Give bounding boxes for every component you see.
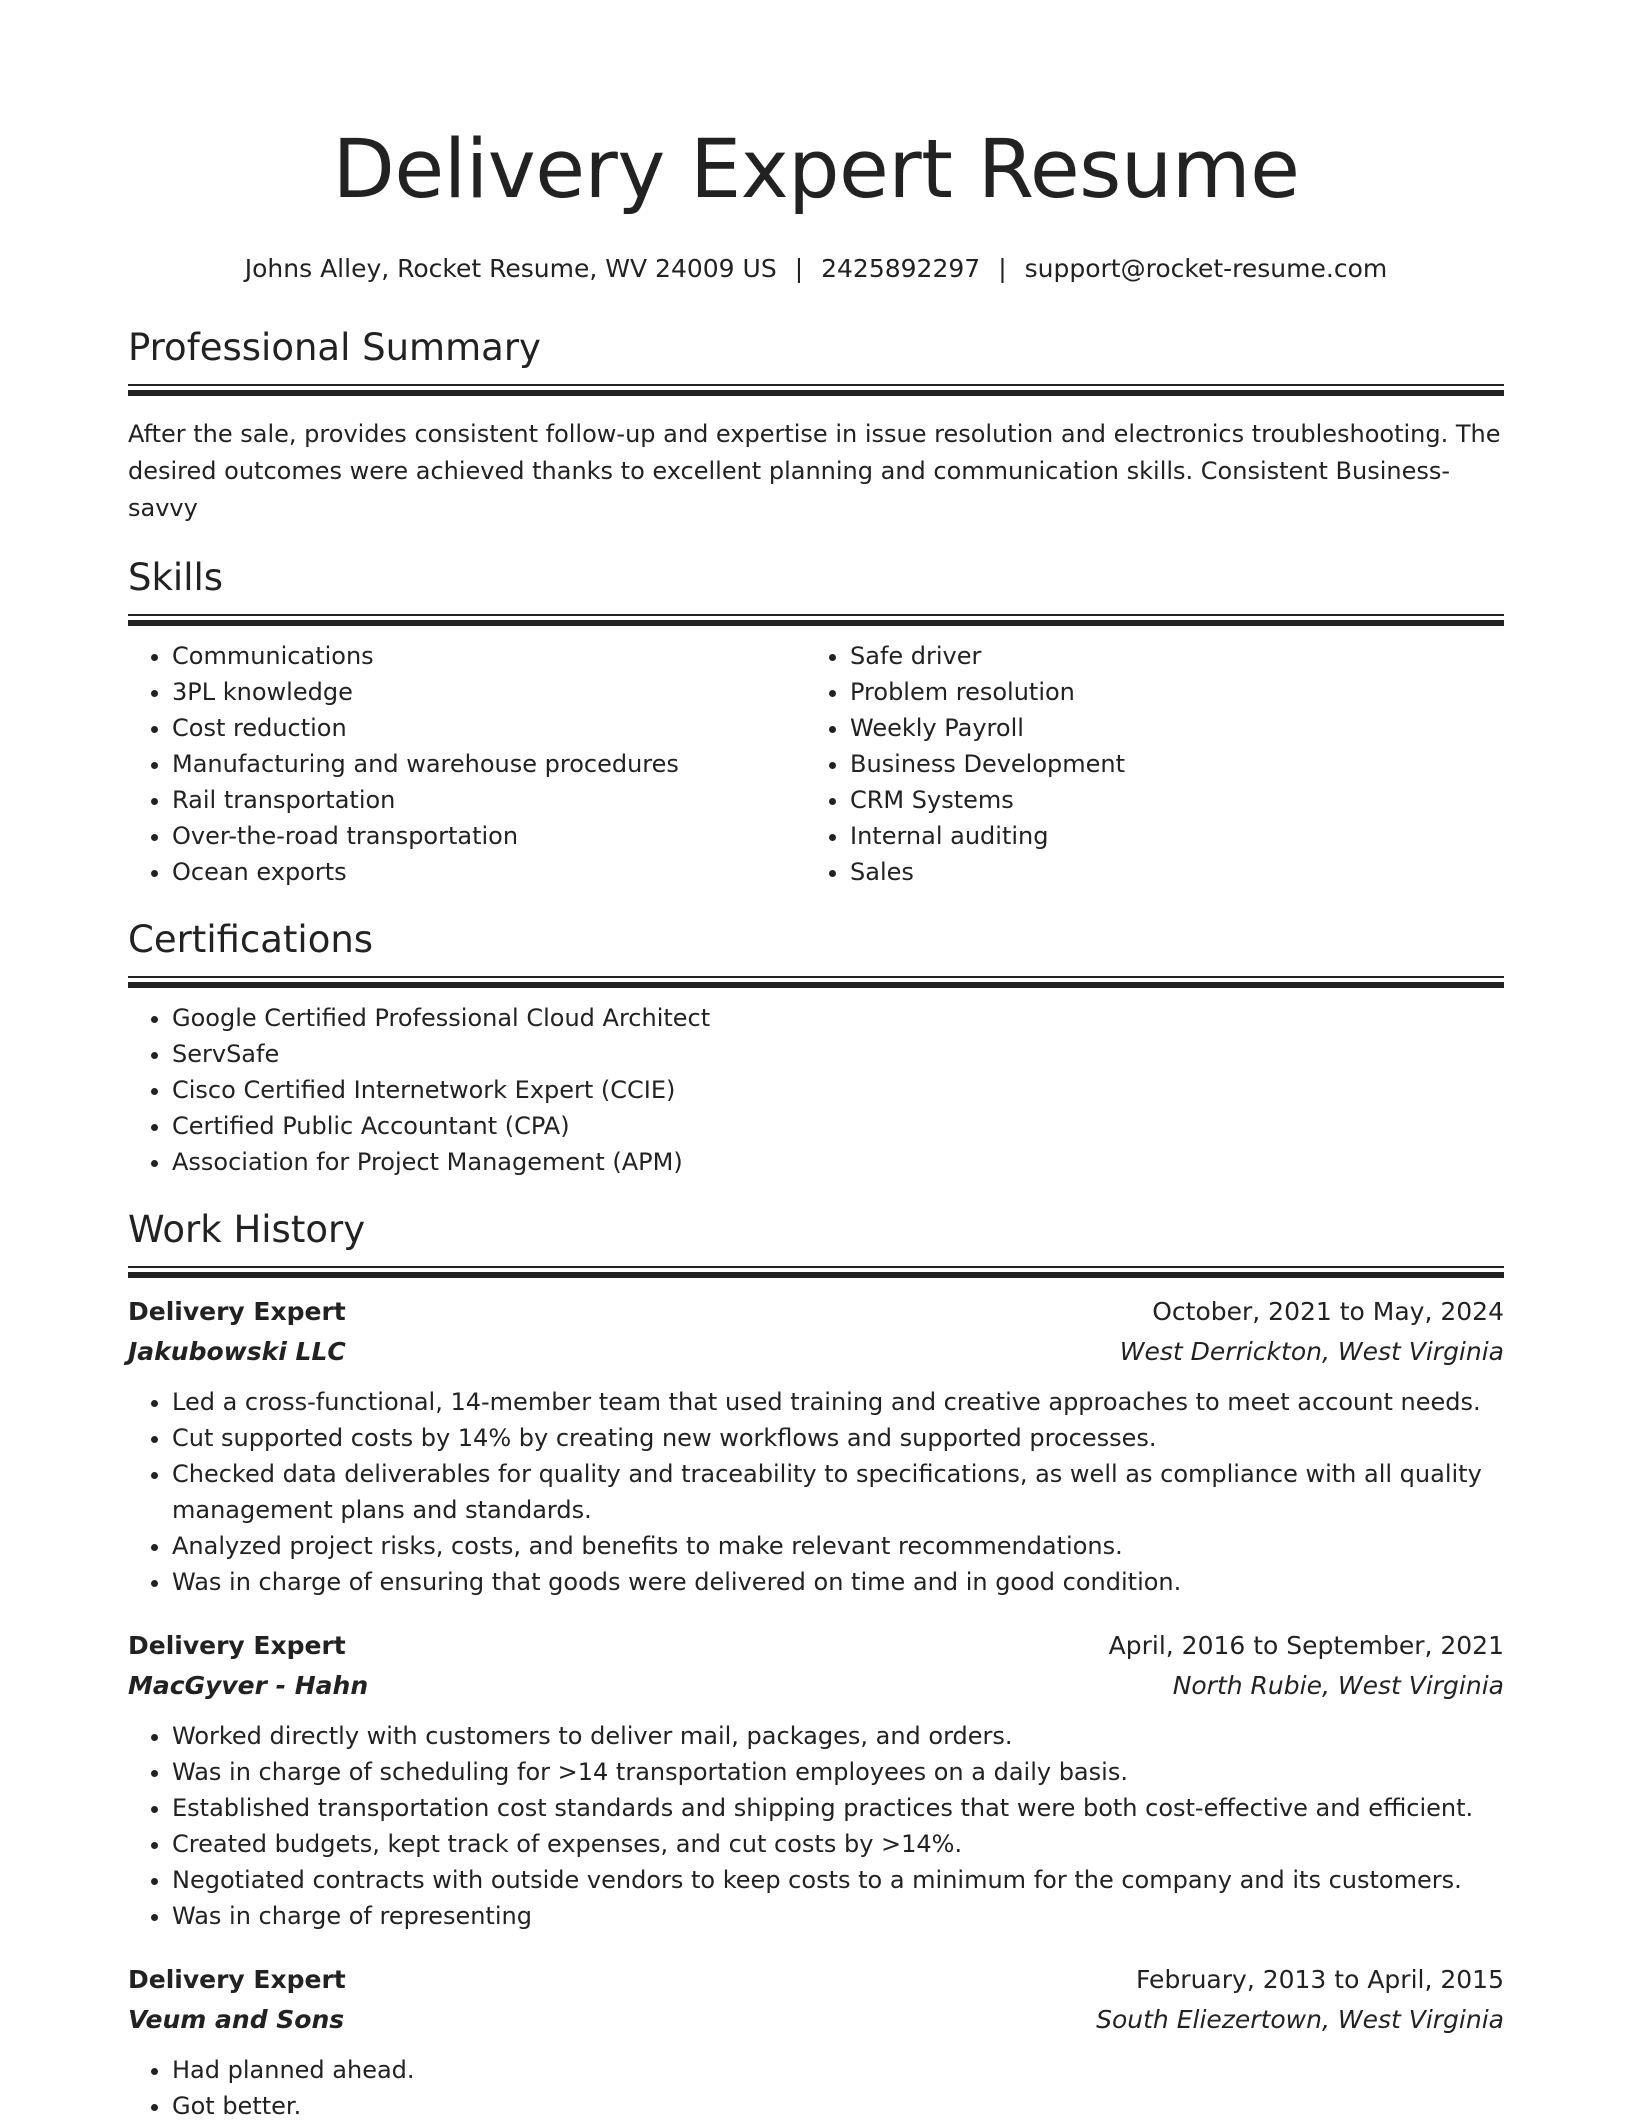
section-divider [128, 1266, 1504, 1278]
job-company: Jakubowski LLC [128, 1337, 346, 1366]
job-dates: February, 2013 to April, 2015 [1136, 1965, 1504, 1994]
job-bullet: • Negotiated contracts with outside vendors to keep costs to a minimum for the company and its customers. [172, 1862, 1504, 1898]
job-location: South Eliezertown, West Virginia [1096, 2005, 1504, 2034]
summary-section [128, 324, 1504, 527]
job-company-row [128, 1332, 1504, 1372]
contact-line [128, 252, 1504, 286]
skill-item: • Safe driver [850, 638, 1484, 674]
section-heading-summary: Professional Summary [128, 326, 541, 369]
job-bullet: • Cut supported costs by 14% by creating new workflows and supported processes. [172, 1420, 1504, 1456]
skills-list-left [128, 638, 806, 890]
certification-item: • Cisco Certified Internetwork Expert (CCIE) [172, 1072, 1504, 1108]
skill-item: • Weekly Payroll [850, 710, 1484, 746]
section-divider [128, 976, 1504, 988]
contact-address: Johns Alley, Rocket Resume, WV 24009 US [244, 254, 777, 283]
job-bullet: • Was in charge of representing [172, 1898, 1504, 1934]
job-title: Delivery Expert [128, 1297, 346, 1326]
job-header-row [128, 1626, 1504, 1666]
job-bullet: • Worked directly with customers to deliver mail, packages, and orders. [172, 1718, 1504, 1754]
job-bullet: • Got better. [172, 2088, 1504, 2124]
job-entry [128, 1292, 1504, 1600]
job-title: Delivery Expert [128, 1631, 346, 1660]
job-entry [128, 1626, 1504, 1934]
skill-item: • Manufacturing and warehouse procedures [172, 746, 806, 782]
section-heading-work-history: Work History [128, 1208, 366, 1251]
certification-item: • Certified Public Accountant (CPA) [172, 1108, 1504, 1144]
contact-phone: 2425892297 [821, 254, 981, 283]
skill-item: • Cost reduction [172, 710, 806, 746]
job-dates: October, 2021 to May, 2024 [1152, 1297, 1504, 1326]
job-bullet: • Analyzed project risks, costs, and benefits to make relevant recommendations. [172, 1528, 1504, 1564]
job-bullet: • Created budgets, kept track of expenses, and cut costs by >14%. [172, 1826, 1504, 1862]
job-bullets [128, 1718, 1504, 1934]
skills-column-right [806, 638, 1484, 890]
job-location: West Derrickton, West Virginia [1119, 1337, 1504, 1366]
certification-item: • Google Certified Professional Cloud Architect [172, 1000, 1504, 1036]
job-bullet: • Was in charge of scheduling for >14 transportation employees on a daily basis. [172, 1754, 1504, 1790]
certification-item: • ServSafe [172, 1036, 1504, 1072]
job-bullet: • Led a cross-functional, 14-member team that used training and creative approaches to meet account needs. [172, 1384, 1504, 1420]
section-heading-skills: Skills [128, 556, 224, 599]
job-bullet: • Checked data deliverables for quality and traceability to specifications, as well as compliance with all quality management plans and standards. [172, 1456, 1504, 1528]
resume-page [128, 0, 1504, 2124]
job-dates: April, 2016 to September, 2021 [1108, 1631, 1504, 1660]
job-company: MacGyver - Hahn [128, 1671, 369, 1700]
skill-item: • Ocean exports [172, 854, 806, 890]
section-divider [128, 384, 1504, 396]
work-history-section [128, 1206, 1504, 2124]
job-header-row [128, 1960, 1504, 2000]
job-bullet: • Established transportation cost standards and shipping practices that were both cost-effective and efficient. [172, 1790, 1504, 1826]
skills-columns [128, 638, 1504, 890]
job-company: Veum and Sons [128, 2005, 345, 2034]
skill-item: • Communications [172, 638, 806, 674]
skill-item: • Rail transportation [172, 782, 806, 818]
job-company-row [128, 2000, 1504, 2040]
job-location: North Rubie, West Virginia [1172, 1671, 1504, 1700]
certifications-section [128, 916, 1504, 1180]
job-header-row [128, 1292, 1504, 1332]
job-title: Delivery Expert [128, 1965, 346, 1994]
summary-text: After the sale, provides consistent follow-up and expertise in issue resolution and electronics troubleshooting. The desired outcomes were achieved thanks to excellent planning and communication skills. Consistent Business-savvy [128, 420, 1501, 522]
skill-item: • Business Development [850, 746, 1484, 782]
contact-email: support@rocket-resume.com [1024, 254, 1388, 283]
skill-item: • CRM Systems [850, 782, 1484, 818]
skill-item: • 3PL knowledge [172, 674, 806, 710]
skill-item: • Sales [850, 854, 1484, 890]
skill-item: • Internal auditing [850, 818, 1484, 854]
skills-list-right [806, 638, 1484, 890]
job-bullet: • Had planned ahead. [172, 2052, 1504, 2088]
section-heading-certifications: Certifications [128, 918, 374, 961]
job-entry [128, 1960, 1504, 2124]
contact-separator: | [998, 254, 1007, 283]
job-bullet: • Was in charge of ensuring that goods were delivered on time and in good condition. [172, 1564, 1504, 1600]
job-company-row [128, 1666, 1504, 1706]
section-divider [128, 614, 1504, 626]
resume-title: Delivery Expert Resume [332, 123, 1300, 217]
skill-item: • Over-the-road transportation [172, 818, 806, 854]
skills-column-left [128, 638, 806, 890]
certification-item: • Association for Project Management (APM) [172, 1144, 1504, 1180]
job-bullets [128, 2052, 1504, 2124]
certifications-list [128, 1000, 1504, 1180]
skill-item: • Problem resolution [850, 674, 1484, 710]
contact-separator: | [794, 254, 804, 283]
skills-section [128, 554, 1504, 890]
job-bullets [128, 1384, 1504, 1600]
